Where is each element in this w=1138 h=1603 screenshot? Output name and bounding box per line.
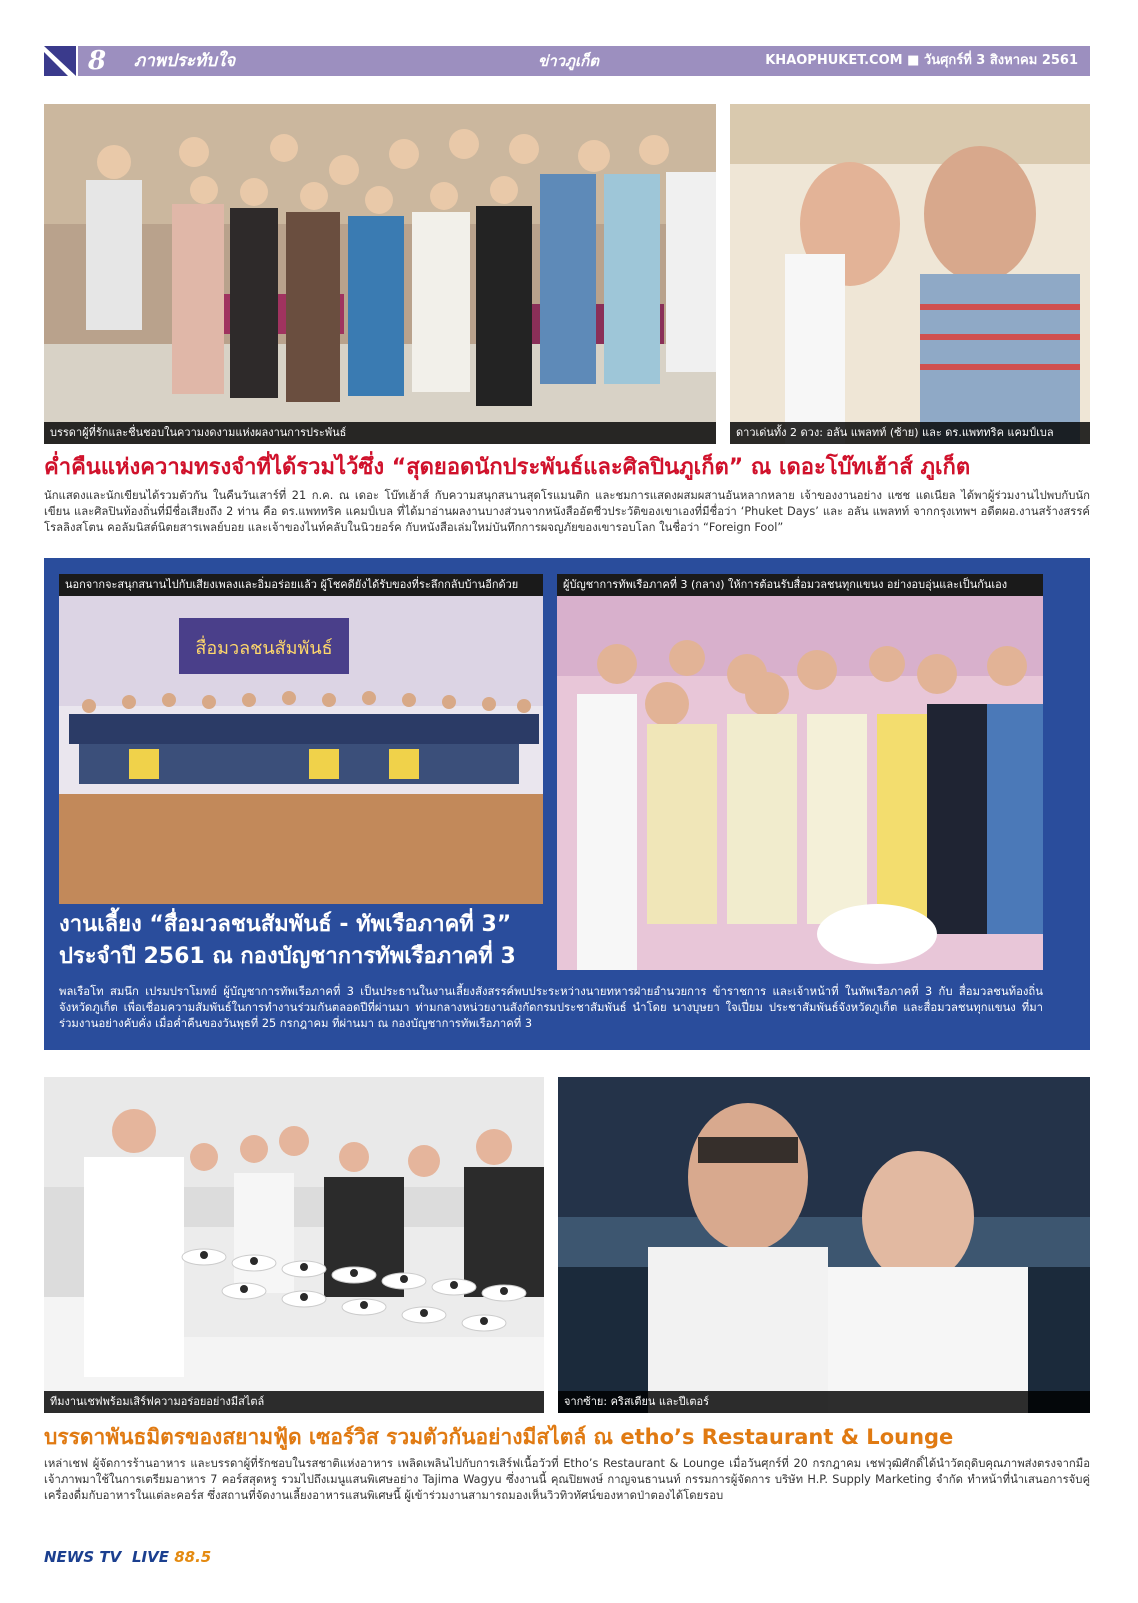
photo-chef-team bbox=[44, 1077, 544, 1413]
caption-two-guests: จากซ้าย: คริสเตียน และปีเตอร์ bbox=[558, 1391, 1090, 1413]
chef-team-photo-image bbox=[44, 1077, 544, 1413]
news-tv-logo: NEWS TV bbox=[44, 1548, 122, 1566]
page-number: 8 bbox=[88, 46, 107, 76]
navy-title-line1: งานเลี้ยง “สื่อมวลชนสัมพันธ์ - ทัพเรือภาคที่ 3” bbox=[59, 912, 512, 937]
newspaper-logo: ข่าวภูเก็ต bbox=[538, 52, 599, 70]
corner-arrow-icon bbox=[44, 46, 76, 76]
caption-navy-group: นอกจากจะสนุกสนานไปกับเสียงเพลงและอิ่มอร่อยแล้ว ผู้โชคดียังได้รับของที่ระลึกกลับบ้านอีกด้วย bbox=[59, 574, 543, 596]
photo-navy-commander bbox=[557, 574, 1043, 970]
caption-chef-team: ทีมงานเชฟพร้อมเสิร์ฟความอร่อยอย่างมีสไตล์ bbox=[44, 1391, 544, 1413]
live-logo-number: 88.5 bbox=[174, 1548, 212, 1566]
navy-body: พลเรือโท สมนึก เปรมปราโมทย์ ผู้บัญชาการทัพเรือภาคที่ 3 เป็นประธานในงานเลี้ยงสังสรรค์พบประระหว่างนายทหารฝ่ายอำนวยการ ข้าราชการ และเจ้าหน้าที่ ในทัพเรือภาคที่ 3 กับ สื่อมวลชนท้องถิ่นจังหวัดภูเก็ต เพื่อเชื่อมความสัมพันธ์ในการทำงานร่วมกันตลอดปีที่ผ่านมา ท่ามกลางหน่วยงานสังกัดกรมประชาสัมพันธ์ นำโดย นางบุษยา ใจเปี่ยม ประชาสัมพันธ์จังหวัดภูเก็ต และสื่อมวลชนทุกแขนง ที่มาร่วมงานอย่างคับคั่ง เมื่อค่ำคืนของวันพุธที่ 25 กรกฎาคม ที่ผ่านมา ณ กองบัญชาการทัพเรือภาคที่ 3 bbox=[59, 985, 1043, 1030]
headline-story1: ค่ำคืนแห่งความทรงจำที่ได้รวมไว้ซึ่ง “สุดยอดนักประพันธ์และศิลปินภูเก็ต” ณ เดอะโบ๊ทเฮ้าส์ ภูเก็ต bbox=[44, 455, 971, 480]
body-story1: นักแสดงและนักเขียนได้รวมตัวกัน ในคืนวันเสาร์ที่ 21 ก.ค. ณ เดอะ โบ๊ทเฮ้าส์ กับความสนุกสนานสุดโรแมนติก และชมการแสดงผสมผสานอันหลากหลาย เจ้าของงานอย่าง แซช แดเนียล ได้พาผู้ร่วมงานไปพบกับนักเขียน และศิลปินท้องถิ่นที่มีชื่อเสียงถึง 2 ท่าน คือ ดร.แพททริค แคมป์เบล ที่ได้มาอ่านผลงานบางส่วนจากหนังสืออัตชีวประวัติของเขาเองที่มีชื่อว่า ‘Phuket Days’ และ อลัน แพลทท์ จากกรุงเทพฯ อดีตผอ.งานสร้างสรรค์โรลลิงสโตน คอลัมนิสต์นิตยสารเพลย์บอย และเจ้าของไนท์คลับในนิวยอร์ค กับหนังสือเล่มใหม่บันทึกการผจญภัยของเขารอบโลก ในชื่อว่า “Foreign Fool” bbox=[44, 489, 1090, 534]
live-logo-prefix: LIVE bbox=[132, 1548, 169, 1566]
caption-two-men: ดาวเด่นทั้ง 2 ดวง: อลัน แพลทท์ (ซ้าย) และ ดร.แพททริค แคมป์เบล bbox=[730, 422, 1090, 444]
photo-group-party bbox=[44, 104, 716, 444]
caption-group-photo: บรรดาผู้ที่รักและชื่นชอบในความงดงามแห่งผลงานการประพันธ์ bbox=[44, 422, 716, 444]
two-men-photo-image bbox=[730, 104, 1090, 444]
navy-title-line2: ประจำปี 2561 ณ กองบัญชาการทัพเรือภาคที่ 3 bbox=[59, 944, 516, 969]
navy-group-photo-image bbox=[59, 574, 543, 904]
two-guests-photo-image bbox=[558, 1077, 1090, 1413]
section-title: ภาพประทับใจ bbox=[134, 51, 236, 71]
caption-navy-commander: ผู้บัญชาการทัพเรือภาคที่ 3 (กลาง) ให้การต้อนรับสื่อมวลชนทุกแขนง อย่างอบอุ่นและเป็นกันเอง bbox=[557, 574, 1043, 596]
photo-two-men bbox=[730, 104, 1090, 444]
headline-story3: บรรดาพันธมิตรของสยามฟู้ด เซอร์วิส รวมตัวกันอย่างมีสไตล์ ณ etho’s Restaurant & Lounge bbox=[44, 1425, 954, 1449]
photo-two-guests bbox=[558, 1077, 1090, 1413]
header-bar bbox=[78, 46, 1090, 76]
group-photo-image bbox=[44, 104, 716, 444]
header-date: KHAOPHUKET.COM ■ วันศุกร์ที่ 3 สิงหาคม 2561 bbox=[765, 53, 1078, 68]
header-corner-mark bbox=[44, 46, 76, 76]
navy-commander-photo-image bbox=[557, 574, 1043, 970]
navy-banner-text: สื่อมวลชนสัมพันธ์ bbox=[195, 638, 333, 659]
body-story3: เหล่าเชฟ ผู้จัดการร้านอาหาร และบรรดาผู้ที่รักชอบในรสชาติแห่งอาหาร เพลิดเพลินไปกับการเสิร์ฟเนื้อวัวที่ Etho’s Restaurant & Lounge เมื่อวันศุกร์ที่ 20 กรกฎาคม เชฟวุฒิศักดิ์ได้นำวัตถุดิบคุณภาพส่งตรงจากมือเจ้าภาพมาใช้ในการเตรียมอาหาร 7 คอร์สสุดหรู รวมไปถึงเมนูแสนพิเศษอย่าง Tajima Wagyu ซึ่งงานนี้ คุณปิยพงษ์ กาญจนธานนท์ กรรมการผู้จัดการ บริษัท H.P. Supply Marketing จำกัด ทำหน้าที่นำเสนอการจับคู่เครื่องดื่มกับอาหารในแต่ละคอร์ส ซึ่งสถานที่จัดงานเลี้ยงอาหารแสนพิเศษนี้ ผู้เข้าร่วมงานสามารถมองเห็นวิวทิวทัศน์ของหาดป่าตองได้โดยรอบ bbox=[44, 1457, 1090, 1502]
photo-navy-group bbox=[59, 574, 543, 904]
live-radio-logo bbox=[132, 1548, 211, 1566]
